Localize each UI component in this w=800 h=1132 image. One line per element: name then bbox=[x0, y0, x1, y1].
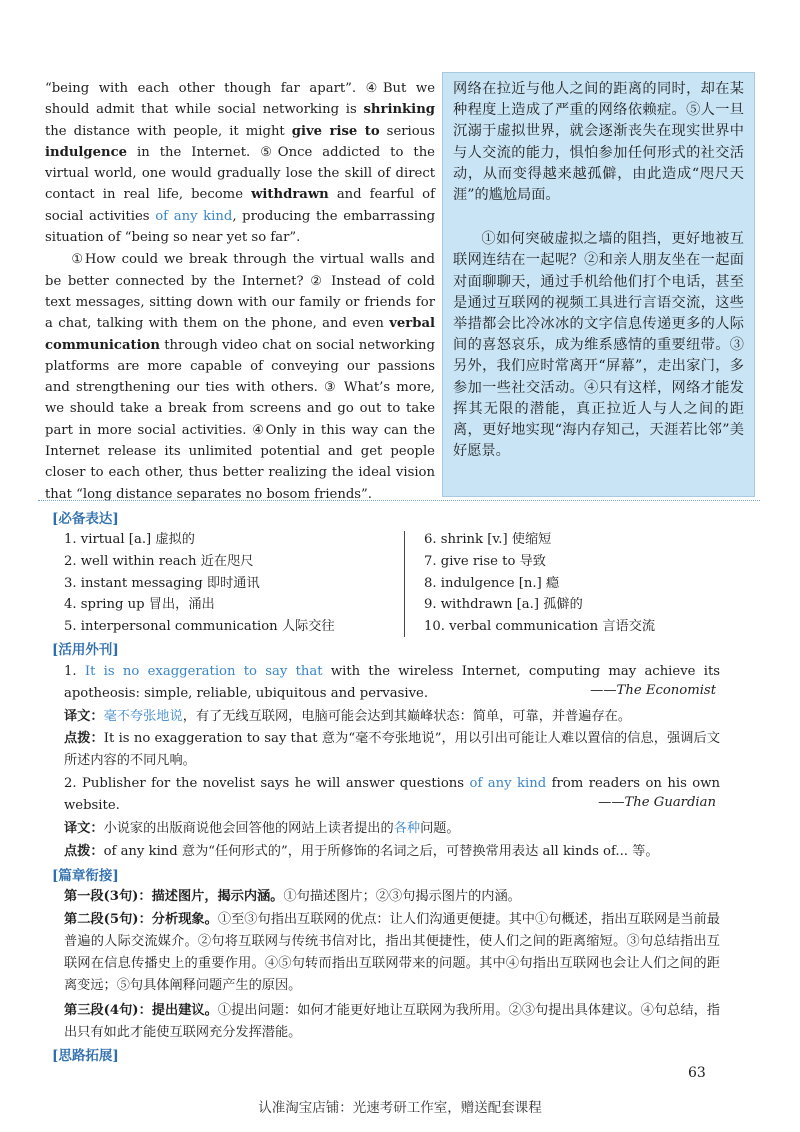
keyword-indulgence: indulgence bbox=[45, 144, 128, 160]
example-1-translation: 译文：毫不夸张地说，有了无线互联网，电脑可能会达到其巅峰状态：简单，可靠，并普遍存在。 bbox=[64, 709, 632, 724]
structure-paragraph-1: 第一段(3句)：描述图片，揭示内涵。①句描述图片；②③句揭示图片的内涵。 bbox=[64, 889, 521, 904]
vocabulary-right-column bbox=[424, 529, 754, 638]
footer-note: 认准淘宝店铺：光速考研工作室，赠送配套课程 bbox=[258, 1100, 542, 1116]
example-2-tip: 点拨：of any kind 意为“任何形式的”，用于所修饰的名词之后，可替换常用表达 all kinds of... 等。 bbox=[64, 844, 659, 859]
dotted-divider bbox=[38, 500, 760, 501]
example-1-sentence: 1. It is no exaggeration to say that with the wireless Internet, computing may achieve its apotheosis: simple, reliable, ubiquitous and pervasive. bbox=[64, 664, 721, 701]
section-discourse-link: [篇章衔接] bbox=[52, 868, 119, 884]
vocab-item: 9. withdrawn [a.] 孤僻的 bbox=[424, 597, 583, 613]
chinese-translation-box bbox=[442, 72, 755, 497]
keyword-give-rise-to: give rise to bbox=[291, 123, 380, 139]
page-number: 63 bbox=[688, 1065, 706, 1081]
passage-block bbox=[45, 72, 755, 502]
vocab-item: 5. interpersonal communication 人际交往 bbox=[64, 619, 335, 635]
english-passage bbox=[45, 78, 435, 505]
chinese-paragraph-1: 网络在拉近与他人之间的距离的同时，却在某种程度上造成了严重的网络依赖症。⑤人一旦沉溺于虚拟世界，就会逐渐丧失在现实世界中与人交流的能力，惧怕参加任何形式的社交活动，从而变得越来越孤僻，由此造成“咫尺天涯”的尴尬局面。 bbox=[453, 81, 744, 204]
vocab-item: 3. instant messaging 即时通讯 bbox=[64, 575, 260, 591]
vocab-item: 2. well within reach 近在咫尺 bbox=[64, 553, 254, 569]
example-2-translation: 译文：小说家的出版商说他会回答他的网站上读者提出的各种问题。 bbox=[64, 821, 460, 836]
section-essential-expressions: [必备表达] bbox=[52, 511, 119, 527]
example-2-sentence: 2. Publisher for the novelist says he will answer questions of any kind from readers on his own website. bbox=[64, 776, 721, 813]
section-live-journal: [活用外刊] bbox=[52, 642, 119, 658]
keyword-verbal-communication: verbal communication bbox=[45, 316, 435, 353]
keyword-withdrawn: withdrawn bbox=[251, 187, 329, 203]
highlight-no-exaggeration: It is no exaggeration to say that bbox=[84, 664, 323, 679]
example-2-source: ——The Guardian bbox=[598, 795, 716, 810]
vocabulary-left-column bbox=[64, 529, 394, 638]
vocab-item: 8. indulgence [n.] 瘾 bbox=[424, 575, 560, 591]
english-paragraph-1: “being with each other though far apart”. ④But we should admit that while social networking is shrinking the distance with people, it might give rise to serious indulgence in the Internet. ⑤Once addicted to the virtual world, one would gradually lose the skill of direct contact in real life, become withdrawn and fearful of social activities of any kind, producing the embarrassing situation of “being so near yet so far”. bbox=[45, 81, 436, 246]
structure-paragraph-3: 第三段(4句)：提出建议。①提出问题：如何才能更好地让互联网为我所用。②③句提出具体建议。④句总结，指出只有如此才能使互联网充分发挥潜能。 bbox=[64, 1003, 720, 1040]
keyword-shrinking: shrinking bbox=[363, 102, 435, 118]
example-1-source: ——The Economist bbox=[590, 683, 716, 698]
vocab-item: 1. virtual [a.] 虚拟的 bbox=[64, 532, 195, 547]
structure-paragraph-2: 第二段(5句)：分析现象。①至③句指出互联网的优点：让人们沟通更便捷。其中①句概述，指出互联网是当前最普遍的人际交流媒介。②句将互联网与传统书信对比，指出其便捷性，使人们之间的距离缩短。③句总结指出互联网在信息传播史上的重要作用。④⑤句转而指出互联网带来的问题。其中④句指出互联网也会让人们之间的距离变远；⑤句具体阐释问题产生的原因。 bbox=[64, 912, 720, 993]
highlight-of-any-kind-2: of any kind bbox=[469, 776, 547, 791]
vocabulary-divider bbox=[404, 531, 405, 637]
highlight-of-any-kind: of any kind bbox=[155, 208, 233, 224]
english-paragraph-2: ①How could we break through the virtual walls and be better connected by the Internet? ② Instead of cold text messages, sitting down with our family or friends for a chat, talking with them on the phone, and even verbal communication through video chat on social networking platforms are more capable of conveying our passions and strengthening our ties with others. ③ What’s more, we should take a break from screens and go out to take part in more social activities. ④Only in this way can the Internet release its unlimited potential and get people closer to each other, thus better realizing the ideal vision that “long distance separates no bosom friends”. bbox=[45, 252, 435, 502]
vocab-item: 10. verbal communication 言语交流 bbox=[424, 619, 656, 635]
vocab-item: 7. give rise to 导致 bbox=[424, 553, 546, 569]
vocab-item: 4. spring up 冒出，涌出 bbox=[64, 597, 215, 613]
section-thought-expansion: [思路拓展] bbox=[52, 1048, 119, 1064]
chinese-paragraph-2: ①如何突破虚拟之墙的阻挡，更好地被互联网连结在一起呢？②和亲人朋友坐在一起面对面聊聊天，通过手机给他们打个电话，甚至是通过互联网的视频工具进行言语交流，这些举措都会比冷冰冰的文字信息传递更多的人际间的喜怒哀乐，成为维系感情的重要纽带。③另外，我们应时常离开“屏幕”，走出家门，多参加一些社交活动。④只有这样，网络才能发挥其无限的潜能，真正拉近人与人之间的距离，更好地实现“海内存知己，天涯若比邻”美好愿景。 bbox=[453, 231, 744, 460]
example-1-tip: 点拨：It is no exaggeration to say that 意为“毫不夸张地说”，用以引出可能让人难以置信的信息，强调后文所述内容的不同凡响。 bbox=[64, 731, 721, 768]
vocab-item: 6. shrink [v.] 使缩短 bbox=[424, 532, 552, 547]
